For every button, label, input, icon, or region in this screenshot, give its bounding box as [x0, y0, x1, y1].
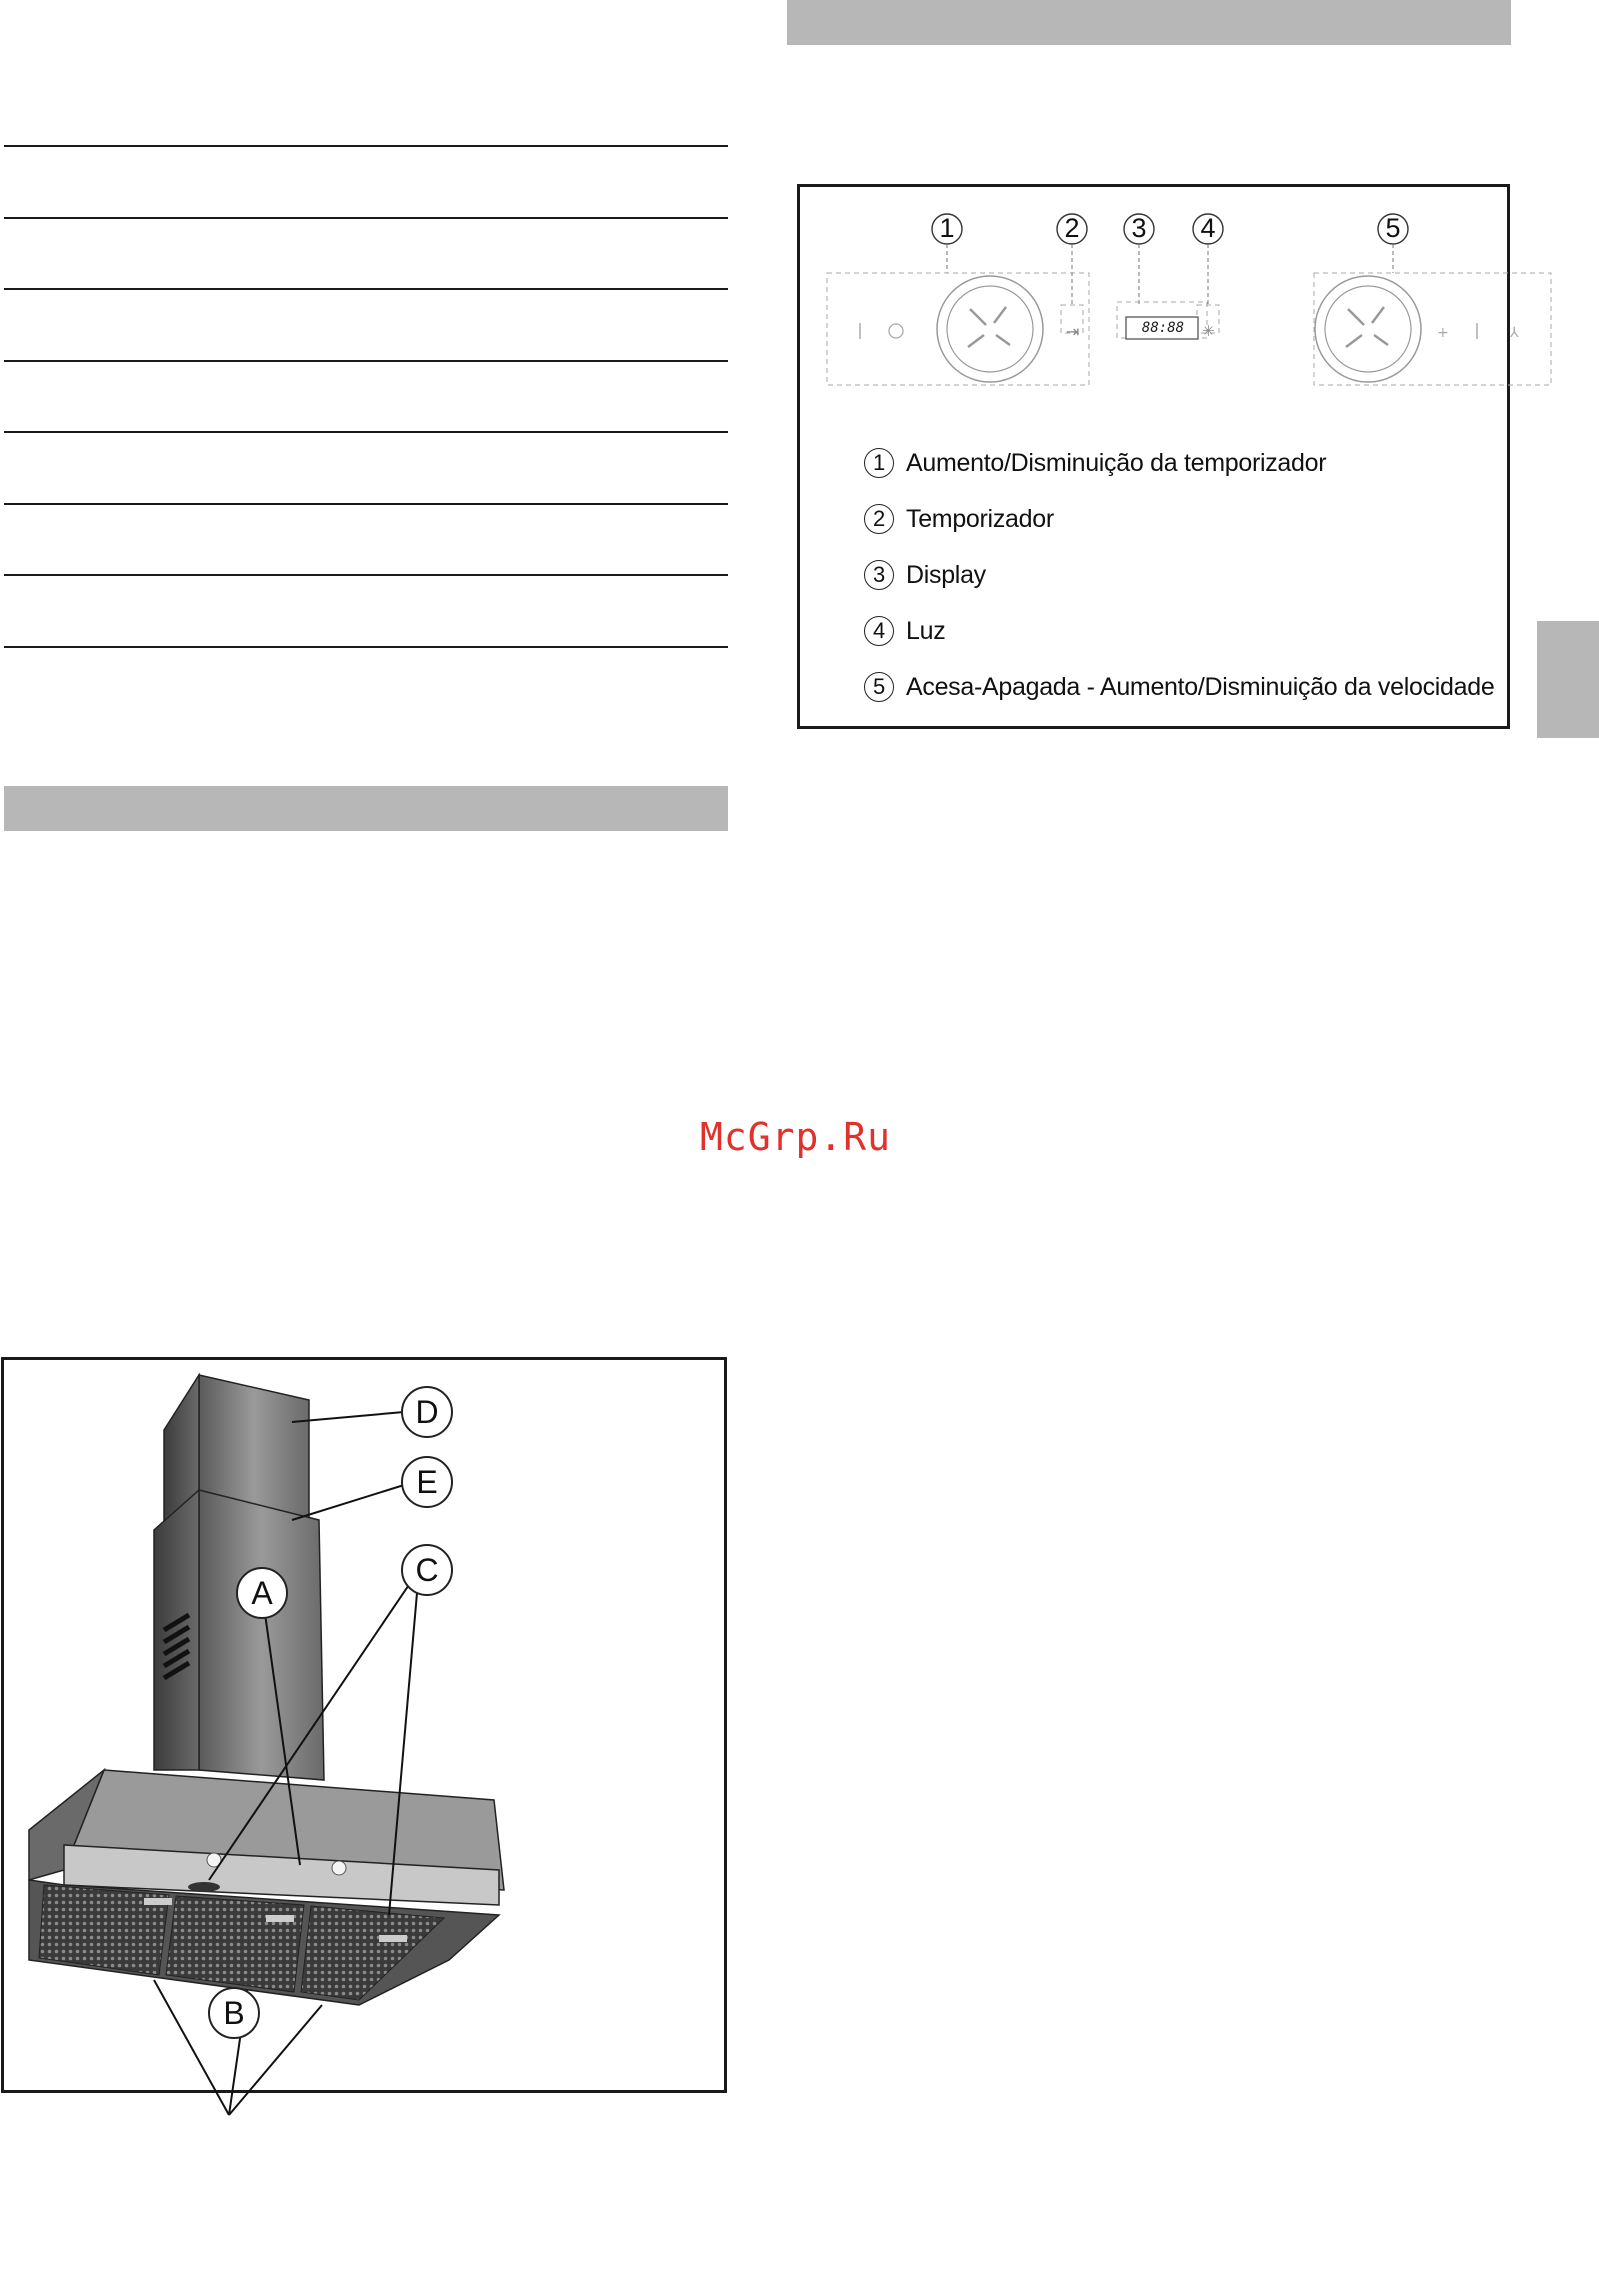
svg-text:✳: ✳ — [1202, 322, 1215, 340]
legend-text: Luz — [906, 616, 946, 645]
hood-illustration — [1, 1357, 727, 2093]
callout-3: 3 — [1131, 213, 1147, 243]
table-rule — [4, 574, 728, 576]
hood-label-b: B — [208, 1987, 260, 2039]
legend-number: 5 — [864, 672, 894, 702]
legend-item-1 — [864, 445, 1326, 481]
legend-item-2 — [864, 501, 1054, 537]
panel-drawing — [800, 187, 1519, 427]
callout-1: 1 — [939, 213, 955, 243]
display-readout: 88:88 — [1141, 320, 1185, 336]
svg-text:+: + — [1437, 325, 1449, 341]
legend-number: 2 — [864, 504, 894, 534]
legend-text: Display — [906, 560, 986, 589]
table-rule — [4, 646, 728, 648]
watermark: McGrp.Ru — [700, 1115, 892, 1159]
section-header-bar — [787, 0, 1511, 45]
speed-knob-icon — [1315, 276, 1519, 382]
legend-text: Aumento/Disminuição da temporizador — [906, 448, 1327, 477]
callout-2: 2 — [1064, 213, 1080, 243]
legend-item-4 — [864, 613, 945, 649]
legend-number: 3 — [864, 560, 894, 590]
legend-number: 4 — [864, 616, 894, 646]
legend-item-3 — [864, 557, 986, 593]
legend-item-5 — [864, 669, 1494, 705]
hood-label-e: E — [401, 1456, 453, 1508]
hood-label-d: D — [401, 1386, 453, 1438]
legend-text: Temporizador — [906, 504, 1054, 533]
table-rule — [4, 503, 728, 505]
table-rule — [4, 217, 728, 219]
section-header-bar — [4, 786, 728, 831]
page-tab — [1537, 621, 1599, 738]
timer-knob-icon — [860, 276, 1043, 382]
table-rule — [4, 360, 728, 362]
legend-number: 1 — [864, 448, 894, 478]
hood-label-c: C — [401, 1544, 453, 1596]
svg-text:⇥: ⇥ — [1066, 322, 1080, 341]
callout-5: 5 — [1385, 213, 1401, 243]
callout-4: 4 — [1200, 213, 1216, 243]
legend-text: Acesa-Apagada - Aumento/Disminuição da velocidade — [906, 672, 1495, 701]
hood-drawing — [4, 1360, 724, 2090]
table-rule — [4, 431, 728, 433]
table-rule — [4, 288, 728, 290]
hood-label-a: A — [236, 1567, 288, 1619]
svg-text:⅄: ⅄ — [1510, 325, 1519, 341]
control-panel-diagram — [797, 184, 1519, 729]
table-rule — [4, 145, 728, 147]
